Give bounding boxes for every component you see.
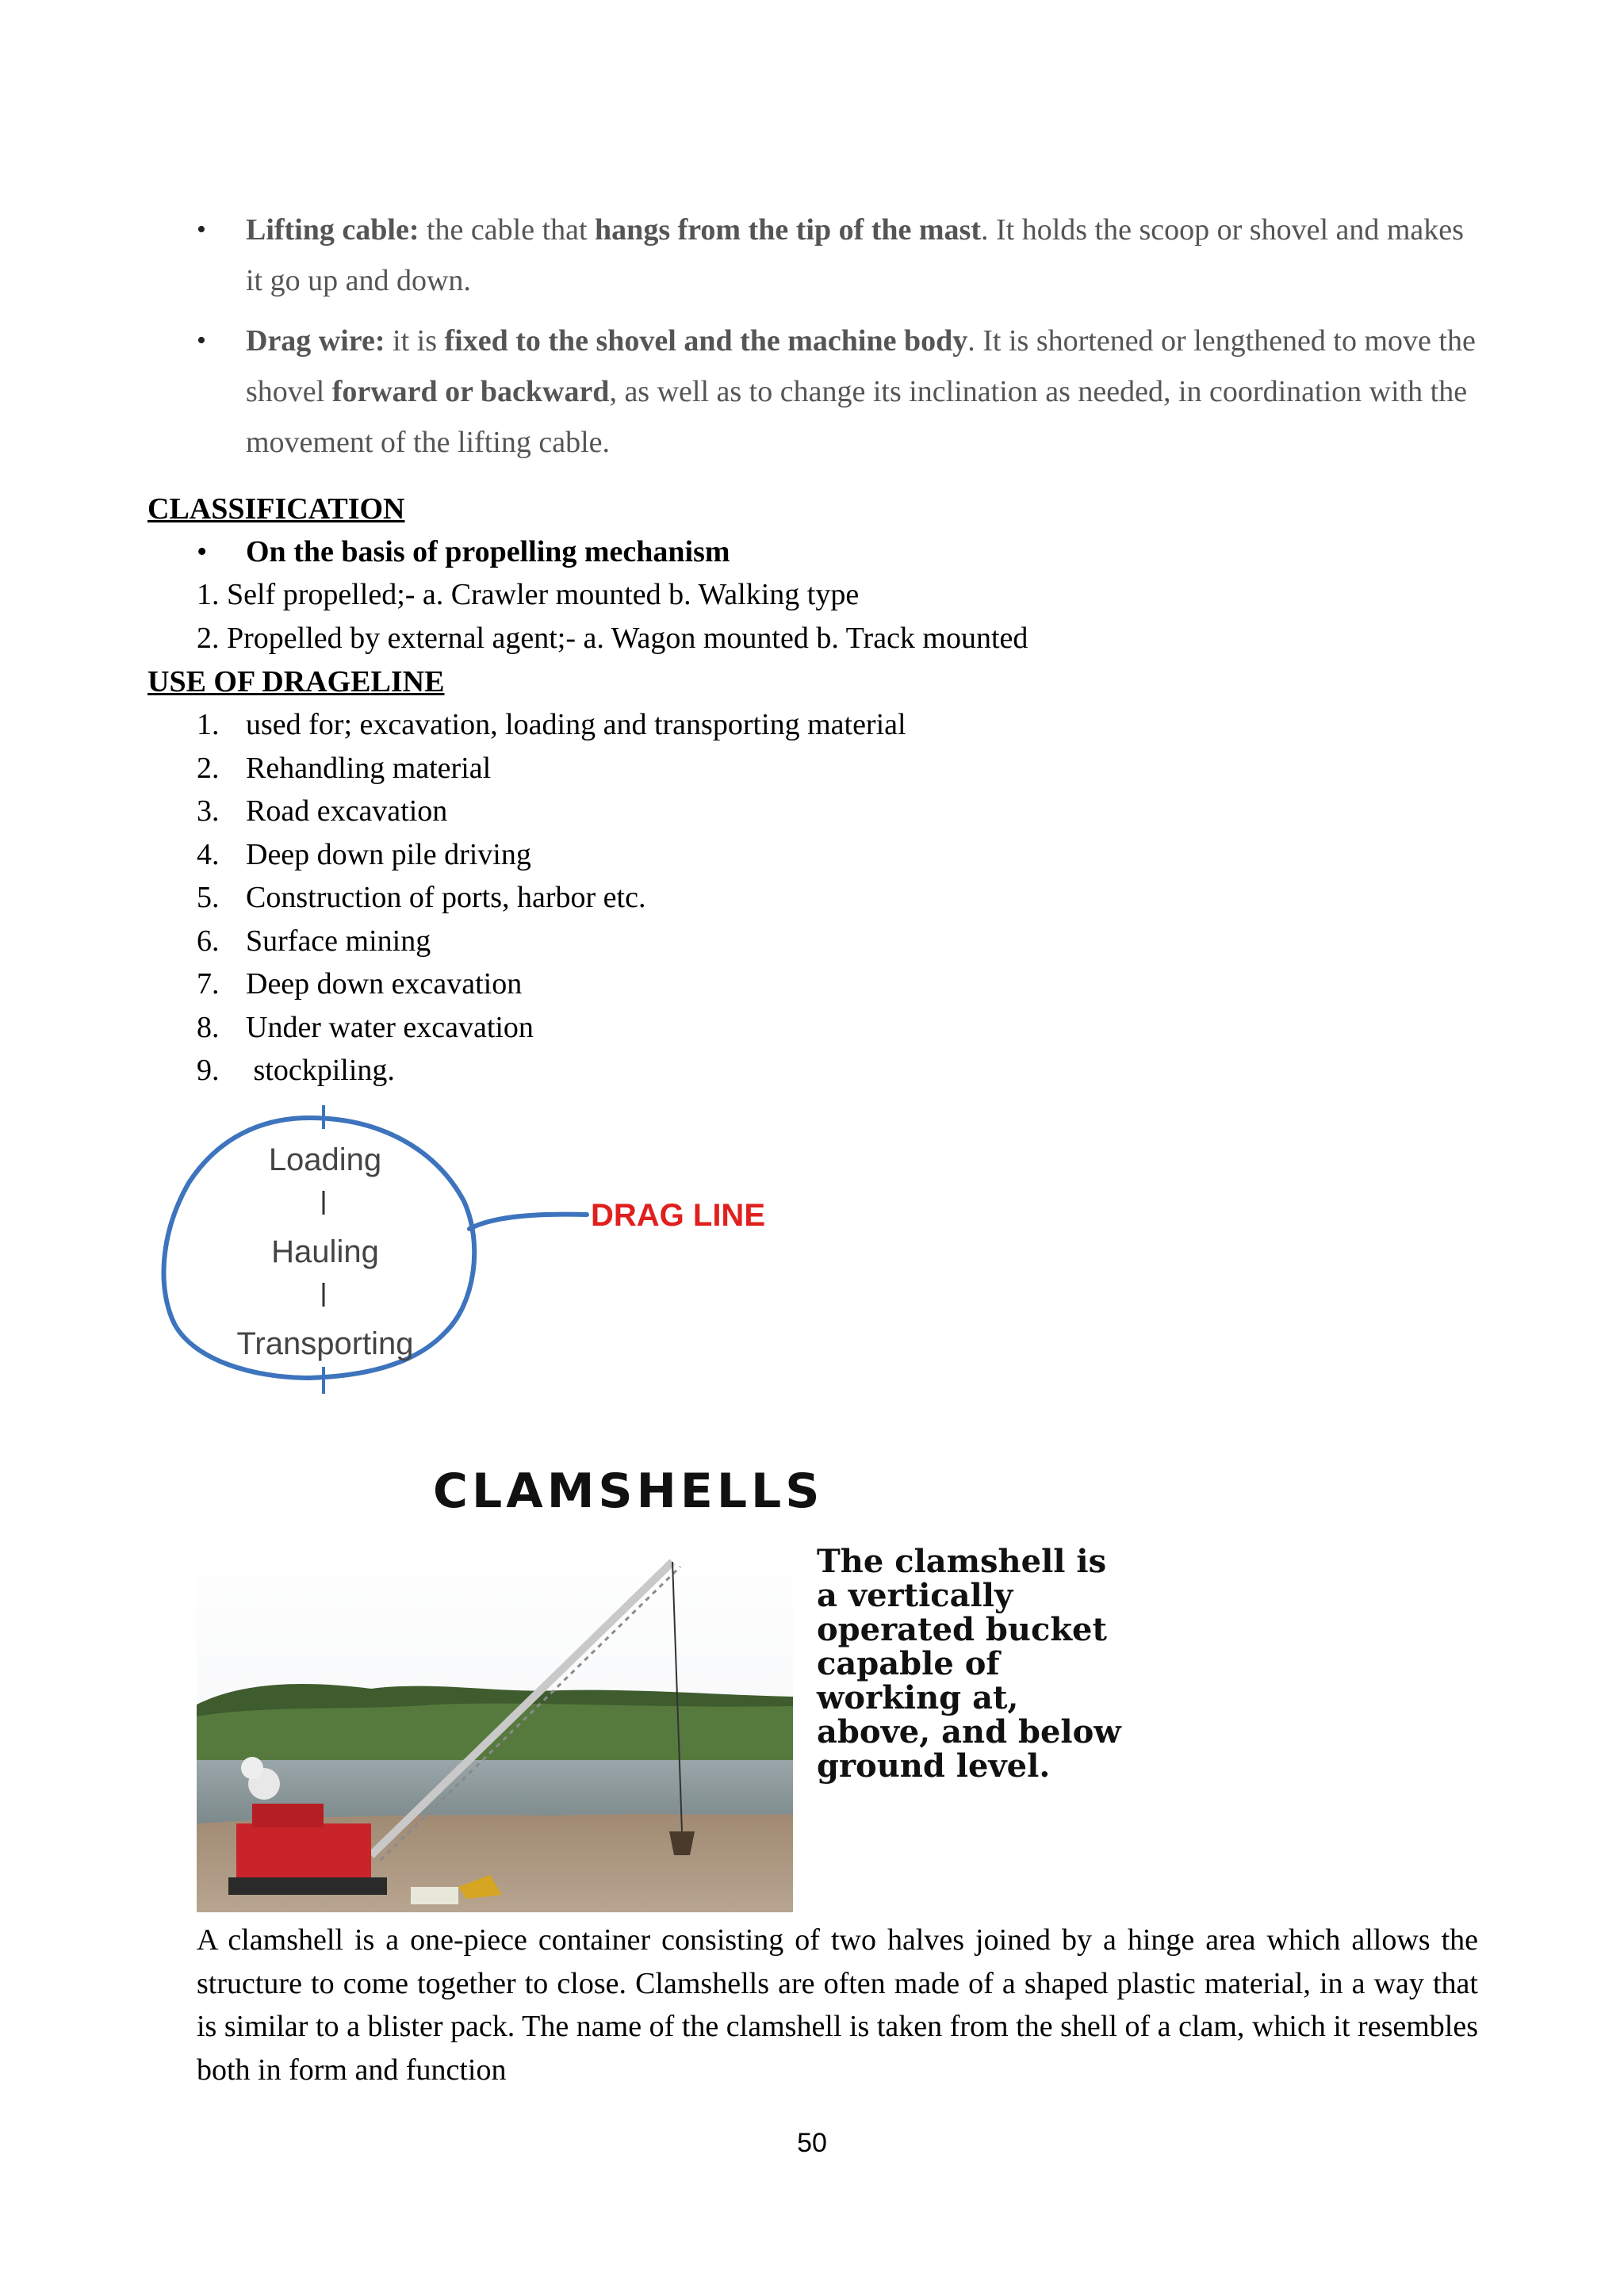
- use-list-item: [197, 920, 906, 964]
- bullet-dot: •: [197, 215, 206, 244]
- use-list-text: Road excavation: [246, 794, 448, 828]
- diagram-item-hauling: Hauling: [271, 1234, 379, 1269]
- use-list-number: 1.: [197, 708, 220, 741]
- use-list-item: [197, 1050, 906, 1093]
- bullet-list-cables: [197, 205, 1481, 477]
- use-list-text: Construction of ports, harbor etc.: [246, 881, 646, 914]
- body-text: . It is shortened or lengthened to move the shovel: [246, 324, 1476, 408]
- use-list-text: Under water excavation: [246, 1010, 534, 1044]
- diagram-label-drag-line: DRAG LINE: [591, 1198, 765, 1233]
- use-list-item: [197, 790, 906, 834]
- use-list-text: stockpiling.: [246, 1054, 395, 1087]
- crane-tracks: [228, 1877, 387, 1895]
- use-list-text: used for; excavation, loading and transporting material: [246, 708, 906, 741]
- clamshell-figure-title: CLAMSHELLS: [433, 1464, 824, 1519]
- photo-truck: [411, 1887, 458, 1904]
- use-list-number: 2.: [197, 751, 220, 785]
- classification-basis: [197, 531, 730, 572]
- bullet-text: [246, 324, 1476, 459]
- bullet-dot: •: [197, 535, 208, 568]
- classification-line-self-propelled: 1. Self propelled;- a. Crawler mounted b. Walking type: [197, 578, 860, 611]
- use-list-item: [197, 963, 906, 1007]
- bold-text: hangs from the tip of the mast: [595, 213, 981, 247]
- body-text: the cable that: [419, 213, 596, 247]
- use-list-number: 6.: [197, 924, 220, 958]
- use-list-item: [197, 877, 906, 920]
- use-list-number: 3.: [197, 794, 220, 828]
- crane-cab-top: [252, 1804, 324, 1827]
- use-list-item: [197, 834, 906, 878]
- use-list-item: [197, 748, 906, 791]
- classification-basis-text: On the basis of propelling mechanism: [246, 535, 730, 568]
- bullet-drag-wire: [197, 316, 1481, 468]
- body-text: . It holds the scoop or shovel and makes it go up and down.: [246, 213, 1464, 297]
- use-list-number: 4.: [197, 837, 220, 871]
- bold-text: forward or backward: [331, 375, 610, 408]
- use-heading: USE OF DRAGELINE: [147, 665, 445, 698]
- bold-text: Drag wire:: [246, 324, 385, 358]
- clamshell-photo: [197, 1443, 799, 1912]
- bullet-text: [246, 213, 1464, 297]
- use-list-text: Deep down excavation: [246, 967, 523, 1001]
- bold-text: fixed to the shovel and the machine body: [444, 324, 968, 358]
- use-list-item: [197, 704, 906, 748]
- use-list-text: Surface mining: [246, 924, 431, 958]
- page-number: 50: [797, 2128, 827, 2158]
- clamshell-figure-description: The clamshell is a vertically operated bucket capable of working at, above, and below ground level.: [817, 1543, 1121, 1785]
- diagram-item-loading: Loading: [268, 1142, 382, 1177]
- clamshell-figure: [197, 1443, 1131, 1912]
- body-text: , as well as to change its inclination as needed, in coordination with the movement of the lifting cable.: [246, 375, 1468, 459]
- use-list-number: 7.: [197, 967, 220, 1001]
- clamshell-paragraph: A clamshell is a one-piece container consisting of two halves joined by a hinge area which allows the structure to come together to close. Clamshells are often made of a shaped plastic material, in a way that is similar to a blister pack. The name of the clamshell is taken from the shell of a clam, which it resembles both in form and function: [197, 1923, 1478, 2087]
- classification-heading: CLASSIFICATION: [147, 492, 405, 526]
- use-list-text: Rehandling material: [246, 751, 492, 785]
- dragline-diagram-svg: [151, 1094, 769, 1395]
- body-text: it is: [385, 324, 445, 358]
- photo-smoke: [241, 1757, 263, 1779]
- diagram-item-transporting: Transporting: [236, 1326, 414, 1361]
- use-list-item: [197, 1007, 906, 1050]
- use-list-number: 9.: [197, 1054, 220, 1087]
- classification-line-external-agent: 2. Propelled by external agent;- a. Wagon mounted b. Track mounted: [197, 622, 1028, 655]
- use-list: [197, 704, 906, 1093]
- dragline-diagram: [151, 1094, 769, 1395]
- use-list-number: 8.: [197, 1010, 220, 1044]
- crane-cab: [236, 1823, 371, 1879]
- bullet-dot: •: [197, 326, 206, 355]
- bullet-lifting-cable: [197, 205, 1481, 306]
- use-list-number: 5.: [197, 881, 220, 914]
- connector-line: [469, 1215, 587, 1229]
- use-list-text: Deep down pile driving: [246, 837, 531, 871]
- bold-text: Lifting cable:: [246, 213, 419, 247]
